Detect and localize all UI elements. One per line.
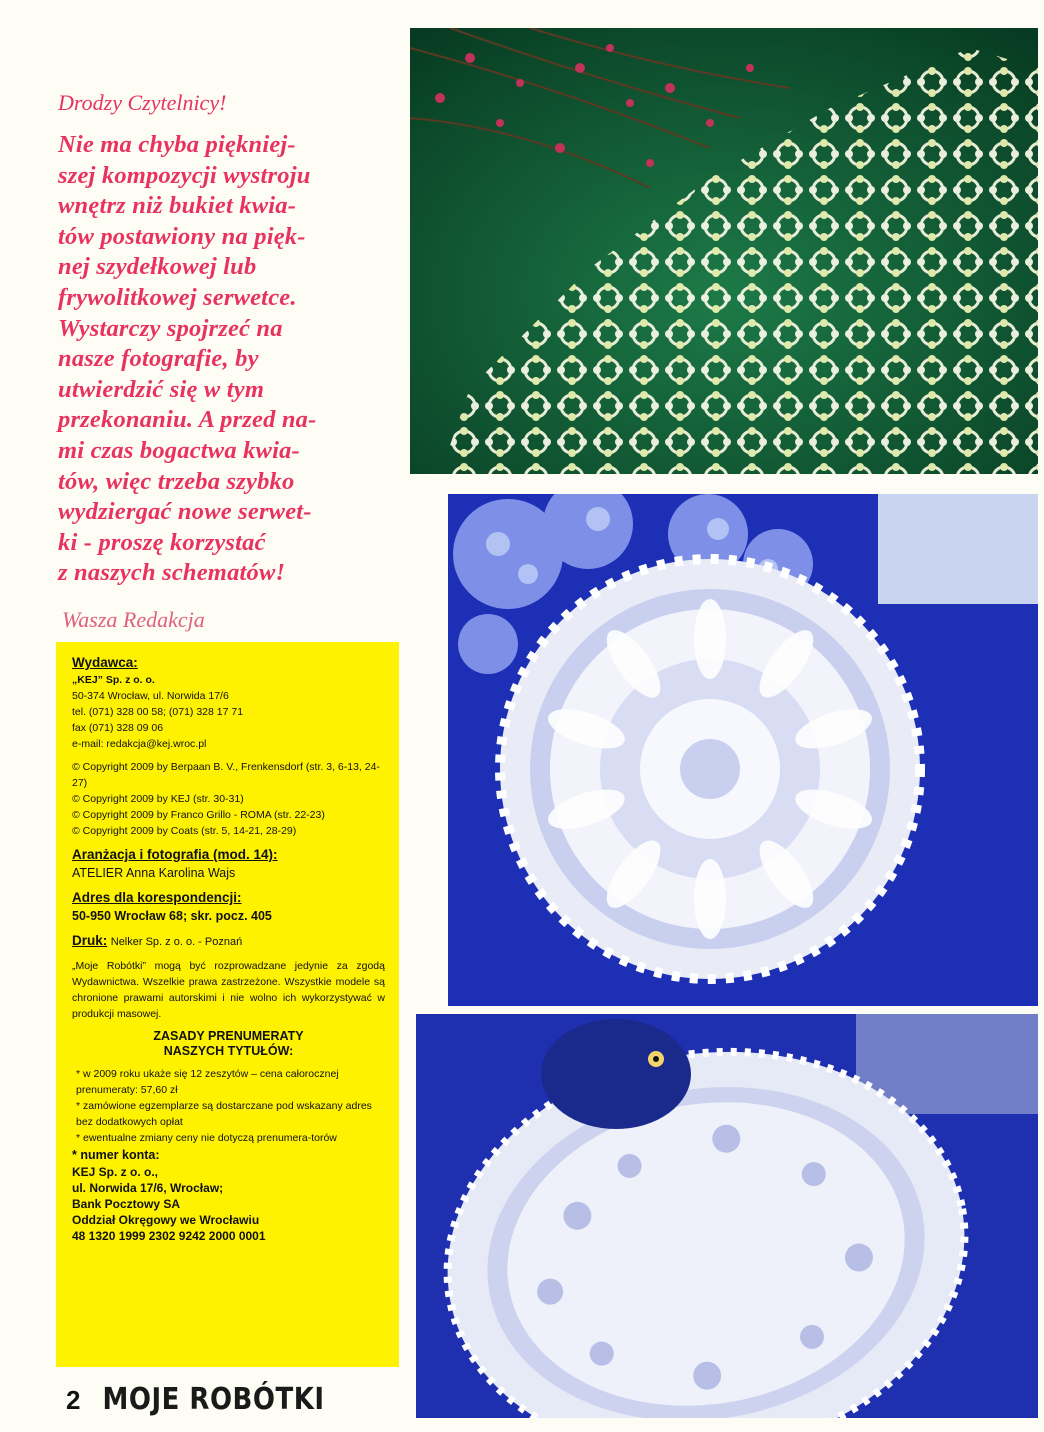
publisher-heading: Wydawca: [72, 655, 138, 670]
arrangement-heading: Aranżacja i fotografia (mod. 14): [72, 847, 278, 862]
page-footer [66, 1382, 325, 1418]
account-line: Bank Pocztowy SA [72, 1197, 181, 1211]
publisher-name: „KEJ” Sp. z o. o. [72, 674, 155, 686]
publisher-email: e-mail: redakcja@kej.wroc.pl [72, 738, 207, 750]
print-label: Druk: [72, 933, 108, 948]
photo-tatted-doily [410, 28, 1038, 474]
editorial-letter [58, 90, 408, 633]
publisher-info-box [56, 642, 399, 1367]
account-line: Oddział Okręgowy we Wrocławiu [72, 1213, 260, 1227]
print-value: Nelker Sp. z o. o. - Poznań [110, 936, 243, 948]
letter-body: Nie ma chyba piękniej- szej kompozycji wystroju wnętrz niż bukiet kwia- tów postawiony na pięk- nej szydełkowej lub frywolitkowej serwetce. Wystarczy spojrzeć na nasze fotografie, by utwierdzić się w tym przekonaniu. A przed na- mi czas bogactwa kwia- tów, więc trzeba szybko wydziergać nowe serwet- ki - proszę korzystać z naszych schematów! [58, 131, 317, 587]
correspondence-heading: Adres dla korespondencji: [72, 890, 242, 905]
magazine-title: MOJE ROBÓTKI [102, 1382, 325, 1418]
copyright-line: © Copyright 2009 by Berpaan B. V., Frenkensdorf (str. 3, 6-13, 24-27) [72, 761, 380, 789]
account-heading: * numer konta: [72, 1148, 160, 1162]
copyright-line: © Copyright 2009 by Coats (str. 5, 14-21, 28-29) [72, 825, 297, 837]
subscription-item: * zamówione egzemplarze są dostarczane pod wskazany adres bez dodatkowych opłat [76, 1100, 372, 1128]
copyright-line: © Copyright 2009 by KEJ (str. 30-31) [72, 793, 244, 805]
letter-signature: Wasza Redakcja [62, 606, 205, 632]
page-number: 2 [66, 1384, 81, 1415]
fish-figurine [541, 1019, 691, 1129]
publisher-fax: fax (071) 328 09 06 [72, 722, 164, 734]
letter-greeting: Drodzy Czytelnicy! [58, 90, 227, 115]
account-line: ul. Norwida 17/6, Wrocław; [72, 1181, 224, 1195]
correspondence-value: 50-950 Wrocław 68; skr. pocz. 405 [72, 909, 272, 923]
publisher-address: 50-374 Wrocław, ul. Norwida 17/6 [72, 690, 229, 702]
subscription-item: * ewentualne zmiany ceny nie dotyczą prenumera-torów [76, 1132, 337, 1144]
rights-notice: „Moje Robótki” mogą być rozprowadzane jedynie za zgodą Wydawnictwa. Wszelkie prawa zastrzeżone. Wszystkie modele są chronione prawami autorskimi i nie wolno ich wykorzystywać w produkcji masowej. [72, 960, 385, 1020]
subscription-heading: ZASADY PRENUMERATY [153, 1029, 304, 1043]
subscription-item: * w 2009 roku ukaże się 12 zeszytów – cena całorocznej prenumeraty: 57,60 zł [76, 1068, 339, 1096]
arrangement-value: ATELIER Anna Karolina Wajs [72, 866, 236, 880]
publisher-tel: tel. (071) 328 00 58; (071) 328 17 71 [72, 706, 244, 718]
account-line: KEJ Sp. z o. o., [72, 1165, 159, 1179]
copyright-line: © Copyright 2009 by Franco Grillo - ROMA (str. 22-23) [72, 809, 325, 821]
subscription-heading: NASZYCH TYTUŁÓW: [163, 1044, 294, 1058]
photo-oval-doily [416, 1014, 1038, 1418]
photo-round-doily [448, 494, 1038, 1006]
account-line: 48 1320 1999 2302 9242 2000 0001 [72, 1229, 266, 1243]
